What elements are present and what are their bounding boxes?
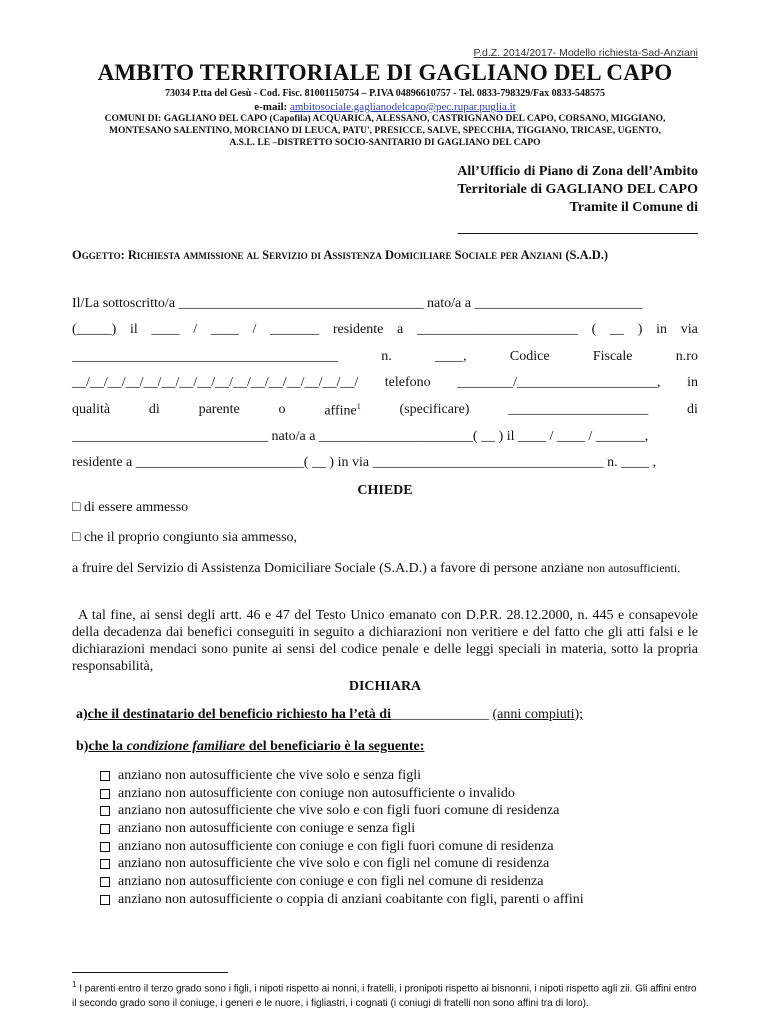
option-label: anziano non autosufficiente con coniuge non autosufficiente o invalido [118,785,515,801]
form-row-3[interactable] [72,349,698,365]
field: Fiscale [592,349,633,364]
field: o [278,402,286,417]
field: (specificare) [399,402,470,417]
fruire-text-end: non autosufficienti. [587,561,681,575]
age-field[interactable]: ______________ [390,707,489,722]
option-label: anziano non autosufficiente o coppia di anziani coabitante con figli, parenti o affini [118,891,584,907]
email-label: e-mail: [254,101,288,113]
addressee-line-3: Tramite il Comune di [569,200,698,215]
family-condition-option[interactable] [100,855,584,873]
footnote [72,977,702,1011]
field: Codice [509,349,550,364]
form-row-6[interactable] [72,429,648,445]
fine-paragraph: A tal fine, ai sensi degli artt. 46 e 47 del Testo Unico emanato con D.P.R. 28.12.2000, n. 445 e consapevole della decadenza dai benefici conseguiti in seguito a dichiarazioni non veritiere e del fatto che gli atti falsi e le dichiarazioni mendaci sono punite ai sensi del codice penale e delle leggi speciali in materia, sotto la propria responsabilità, [72,608,698,674]
chiede-heading: CHIEDE [357,483,413,498]
checkbox-icon[interactable] [100,824,110,834]
field: _______________________ [416,322,578,337]
field: via [680,322,698,337]
checkbox-icon[interactable] [100,895,110,905]
field: affine [324,403,357,419]
field: ____ [210,322,239,337]
fiscal-code-field: __/__/__/__/__/__/__/__/__/__/__/__/__/__/__/__/ [72,375,359,390]
declaration-b-text-2: del beneficiario è la seguente: [245,739,425,754]
family-condition-option[interactable] [100,891,584,909]
option-label: anziano non autosufficiente che vive solo e senza figli [118,768,421,783]
declaration-b-prefix: b) [76,739,89,754]
footnote-text: I parenti entro il terzo grado sono i figli, i nipoti rispetto ai nonni, i fratelli, i pronipoti rispetto ai bisnonni, i nipoti rispetto agli zii. Gli affini entro il secondo grado sono il coniuge, i generi e le nuore, i figliastri, i cognati (i coniugi di fratelli non sono affini tra di loro). [72,983,697,1010]
field: n. [381,349,392,364]
field: in [687,375,698,390]
field: ____________________ [508,402,649,417]
field: __ [610,322,625,337]
family-condition-option[interactable] [100,820,584,838]
dichiara-heading: DICHIARA [348,679,422,694]
declaration-b-italic: condizione familiare [126,739,246,754]
declaration-a-prefix: a) [76,707,88,722]
field: qualità [72,402,111,417]
option-label: anziano non autosufficiente con coniuge e con figli fuori comune di residenza [118,838,554,854]
form-row-7-text: residente a ________________________( __ ) in via _________________________________ n. ____ , [72,455,657,470]
email-link[interactable]: ambitosociale.gaglianodelcapo@pec.rupar.puglia.it [289,101,516,113]
footnote-mark: 1 [72,980,77,989]
comuni-line-3: A.S.L. LE –DISTRETTO SOCIO-SANITARIO DI GAGLIANO DEL CAPO [229,138,541,148]
field: ______________________________________ [72,349,338,364]
comune-blank-field[interactable] [458,233,698,234]
declaration-b-text-1: che la [88,739,127,754]
addressee-line-1: All’Ufficio di Piano di Zona dell’Ambito [457,164,698,179]
form-row-1-text: Il/La sottoscritto/a ___________________________________ nato/a a ________________________ [72,296,643,311]
option-self-admitted[interactable]: □ di essere ammesso [72,500,189,515]
field: di [687,402,698,417]
declaration-a-text: che il destinatario del beneficio richiesto ha l’età di [87,707,391,722]
field: ( [591,322,597,337]
checkbox-icon[interactable] [100,877,110,887]
field: / [193,322,198,337]
field: il [130,322,138,337]
option-relative-admitted[interactable]: □ che il proprio congiunto sia ammesso, [72,530,298,545]
field: _______ [270,322,320,337]
form-reference: P.d.Z. 2014/2017- Modello richiesta-Sad-Anziani [473,47,698,59]
checkbox-icon[interactable] [100,789,110,799]
option-label: anziano non autosufficiente che vive solo e con figli fuori comune di residenza [118,803,560,819]
field: residente [332,322,384,337]
form-row-1[interactable] [72,296,642,312]
checkbox-icon[interactable] [100,806,110,816]
field: in [656,322,668,337]
form-row-7[interactable] [72,455,656,471]
field: a [397,322,404,337]
subject: Oggetto: Richiesta ammissione al Servizio di Assistenza Domiciliare Sociale per Anziani (S.A.D.) [72,248,609,262]
family-condition-option[interactable] [100,767,584,785]
declaration-b [76,739,424,755]
fruire-text: a fruire del Servizio di Assistenza Domiciliare Sociale (S.A.D.) a favore di persone anziane [72,561,584,576]
field: parente [198,402,240,417]
field: ____, [435,349,467,364]
field: / [252,322,257,337]
declaration-a-suffix: (anni compiuti); [492,707,584,722]
family-condition-option[interactable] [100,802,584,820]
family-condition-option[interactable] [100,873,584,891]
option-label: anziano non autosufficiente con coniuge e con figli nel comune di residenza [118,874,544,890]
declaration-b-text [88,739,424,754]
email-line [0,101,770,113]
form-row-4[interactable] [72,375,698,391]
form-row-2[interactable] [72,322,698,338]
checkbox-icon[interactable] [100,771,110,781]
field: n.ro [675,349,698,364]
footnote-ref: 1 [356,402,361,411]
family-condition-option[interactable] [100,838,584,856]
option-label: anziano non autosufficiente con coniuge e senza figli [118,821,416,837]
field: ____ [151,322,180,337]
declaration-a [76,707,583,723]
field: di [148,402,160,417]
field: ) [637,322,643,337]
field: telefono [384,375,431,390]
checkbox-icon[interactable] [100,859,110,869]
footnote-divider [72,972,228,973]
form-row-5[interactable] [72,402,698,420]
comuni-line-2: MONTESANO SALENTINO, MORCIANO DI LEUCA, PATU', PRESICCE, SALVE, SPECCHIA, TIGGIANO, TRICASE, UGENTO, [109,126,661,136]
fruire-paragraph [72,560,698,577]
option-label: anziano non autosufficiente che vive solo e con figli nel comune di residenza [118,856,550,872]
checkbox-icon[interactable] [100,842,110,852]
phone-field: ________/____________________, [457,375,661,390]
form-row-6-text: ____________________________ nato/a a ______________________( __ ) il ____ / ____ / _______, [72,429,649,444]
comuni-line-1: COMUNI DI: GAGLIANO DEL CAPO (Capofila) ACQUARICA, ALESSANO, CASTRIGNANO DEL CAPO, CORSANO, MIGGIANO, [104,114,666,124]
affine-label [324,402,360,420]
page-title: AMBITO TERRITORIALE DI GAGLIANO DEL CAPO [97,60,673,85]
address-line: 73034 P.tta del Gesù - Cod. Fisc. 81001150754 – P.IVA 04896610757 - Tel. 0833-798329/Fax 0833-548575 [165,88,605,99]
family-condition-option[interactable] [100,785,584,803]
addressee-line-2: Territoriale di GAGLIANO DEL CAPO [457,182,698,197]
family-condition-list [100,767,584,909]
field: (_____) [72,322,117,337]
